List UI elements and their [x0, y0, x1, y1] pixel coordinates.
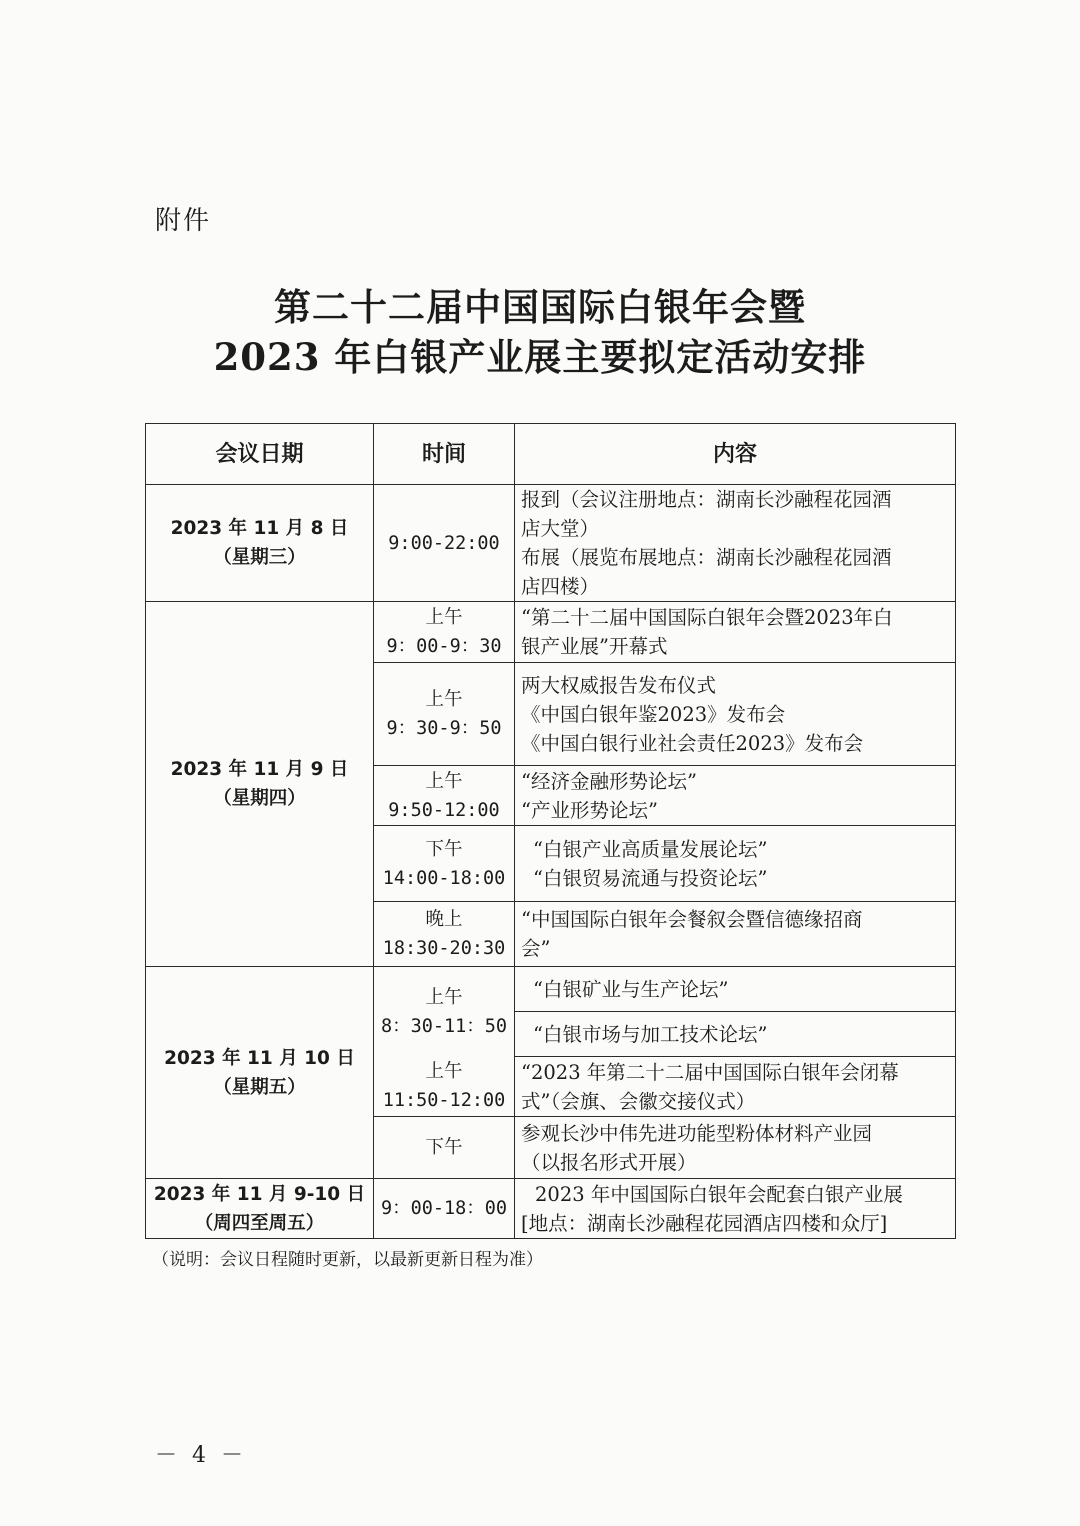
content-cell — [515, 663, 956, 766]
content-cell — [515, 1179, 956, 1239]
period-text: 上午 — [425, 689, 463, 710]
time-cell — [374, 766, 515, 826]
content-line: “产业形势论坛” — [521, 798, 658, 822]
table-header-row — [146, 424, 956, 485]
content-line: “中国国际白银年会餐叙会暨信德缘招商 — [521, 908, 863, 931]
content-line: 式”（会旗、会徽交接仪式） — [521, 1089, 756, 1113]
time-text: 11:50-12:00 — [382, 1090, 506, 1112]
weekday-text: （周四至周五） — [194, 1212, 325, 1234]
header-time: 时间 — [374, 424, 515, 485]
date-cell — [146, 602, 374, 967]
time-text: 8：30-11：50 — [380, 1015, 508, 1037]
table-row — [146, 602, 956, 663]
content-cell — [515, 602, 956, 663]
weekday-text: （星期五） — [213, 1076, 306, 1098]
content-line: 《中国白银行业社会责任2023》发布会 — [521, 731, 864, 755]
date-cell — [146, 485, 374, 602]
time-cell: 9：00-18：00 — [374, 1179, 515, 1239]
page-number: － 4 － — [155, 1443, 247, 1468]
content-line: （以报名形式开展） — [521, 1150, 697, 1174]
date-cell — [146, 1179, 374, 1239]
weekday-text: （星期三） — [213, 547, 306, 568]
content-line: “经济金融形势论坛” — [521, 769, 697, 793]
period-text: 上午 — [425, 770, 463, 792]
content-cell — [515, 1117, 956, 1179]
page-title — [0, 282, 1080, 382]
time-cell — [374, 967, 515, 1057]
content-line: “白银贸易流通与投资论坛” — [533, 866, 768, 890]
date-text: 2023 年 11 月 8 日 — [170, 518, 349, 539]
time-cell — [374, 602, 515, 663]
time-text: 14:00-18:00 — [382, 867, 506, 889]
content-cell — [515, 902, 956, 967]
title-line-1: 第二十二届中国国际白银年会暨 — [274, 285, 806, 329]
time-text: 9：00-9：30 — [386, 636, 502, 657]
time-cell: 9:00-22:00 — [374, 485, 515, 602]
content-cell — [515, 485, 956, 602]
content-line: 报到（会议注册地点：湖南长沙融程花园酒 — [521, 488, 892, 511]
table-row — [146, 1179, 956, 1239]
time-cell — [374, 1057, 515, 1117]
time-cell — [374, 902, 515, 967]
period-text: 上午 — [425, 986, 463, 1008]
time-cell — [374, 826, 515, 902]
table-row — [146, 967, 956, 1012]
schedule-table — [145, 423, 956, 1239]
content-line: 店四楼） — [521, 575, 600, 598]
weekday-text: （星期四） — [213, 788, 306, 809]
period-text: 上午 — [425, 607, 463, 628]
content-line: 两大权威报告发布仪式 — [521, 673, 717, 697]
content-line: “第二十二届中国国际白银年会暨2023年白 — [521, 606, 893, 629]
content-cell — [515, 826, 956, 902]
time-text: 9:50-12:00 — [388, 799, 500, 821]
time-text: 18:30-20:30 — [382, 938, 506, 959]
date-text: 2023 年 11 月 9 日 — [170, 759, 349, 780]
period-text: 上午 — [425, 1061, 463, 1083]
header-content: 内容 — [515, 424, 956, 485]
schedule-note: （说明：会议日程随时更新，以最新更新日程为准） — [152, 1250, 543, 1270]
date-text: 2023 年 11 月 10 日 — [164, 1047, 355, 1069]
content-line: “2023 年第二十二届中国国际白银年会闭幕 — [521, 1060, 899, 1084]
date-text: 2023 年 11 月 9-10 日 — [153, 1183, 366, 1205]
content-cell: “白银矿业与生产论坛” — [515, 967, 956, 1012]
period-text: 下午 — [425, 838, 463, 860]
time-text: 9：30-9：50 — [386, 718, 502, 739]
content-line: 银产业展”开幕式 — [521, 635, 668, 658]
table-row — [146, 485, 956, 602]
period-text: 晚上 — [425, 909, 463, 930]
content-line: [地点：湖南长沙融程花园酒店四楼和众厅] — [521, 1211, 888, 1235]
content-cell: “白银市场与加工技术论坛” — [515, 1012, 956, 1057]
content-line: 会” — [521, 937, 551, 960]
time-cell: 下午 — [374, 1117, 515, 1179]
date-cell — [146, 967, 374, 1179]
title-line-2: 2023 年白银产业展主要拟定活动安排 — [213, 335, 867, 379]
time-cell — [374, 663, 515, 766]
attachment-label: 附件 — [155, 206, 212, 236]
content-line: 2023 年中国国际白银年会配套白银产业展 — [535, 1182, 903, 1206]
content-line: 参观长沙中伟先进功能型粉体材料产业园 — [521, 1121, 873, 1145]
content-cell — [515, 1057, 956, 1117]
content-line: 《中国白银年鉴2023》发布会 — [521, 702, 786, 726]
header-date: 会议日期 — [146, 424, 374, 485]
content-cell — [515, 766, 956, 826]
content-line: “白银产业高质量发展论坛” — [533, 837, 768, 861]
content-line: 布展（展览布展地点：湖南长沙融程花园酒 — [521, 546, 892, 569]
content-line: 店大堂） — [521, 517, 600, 540]
